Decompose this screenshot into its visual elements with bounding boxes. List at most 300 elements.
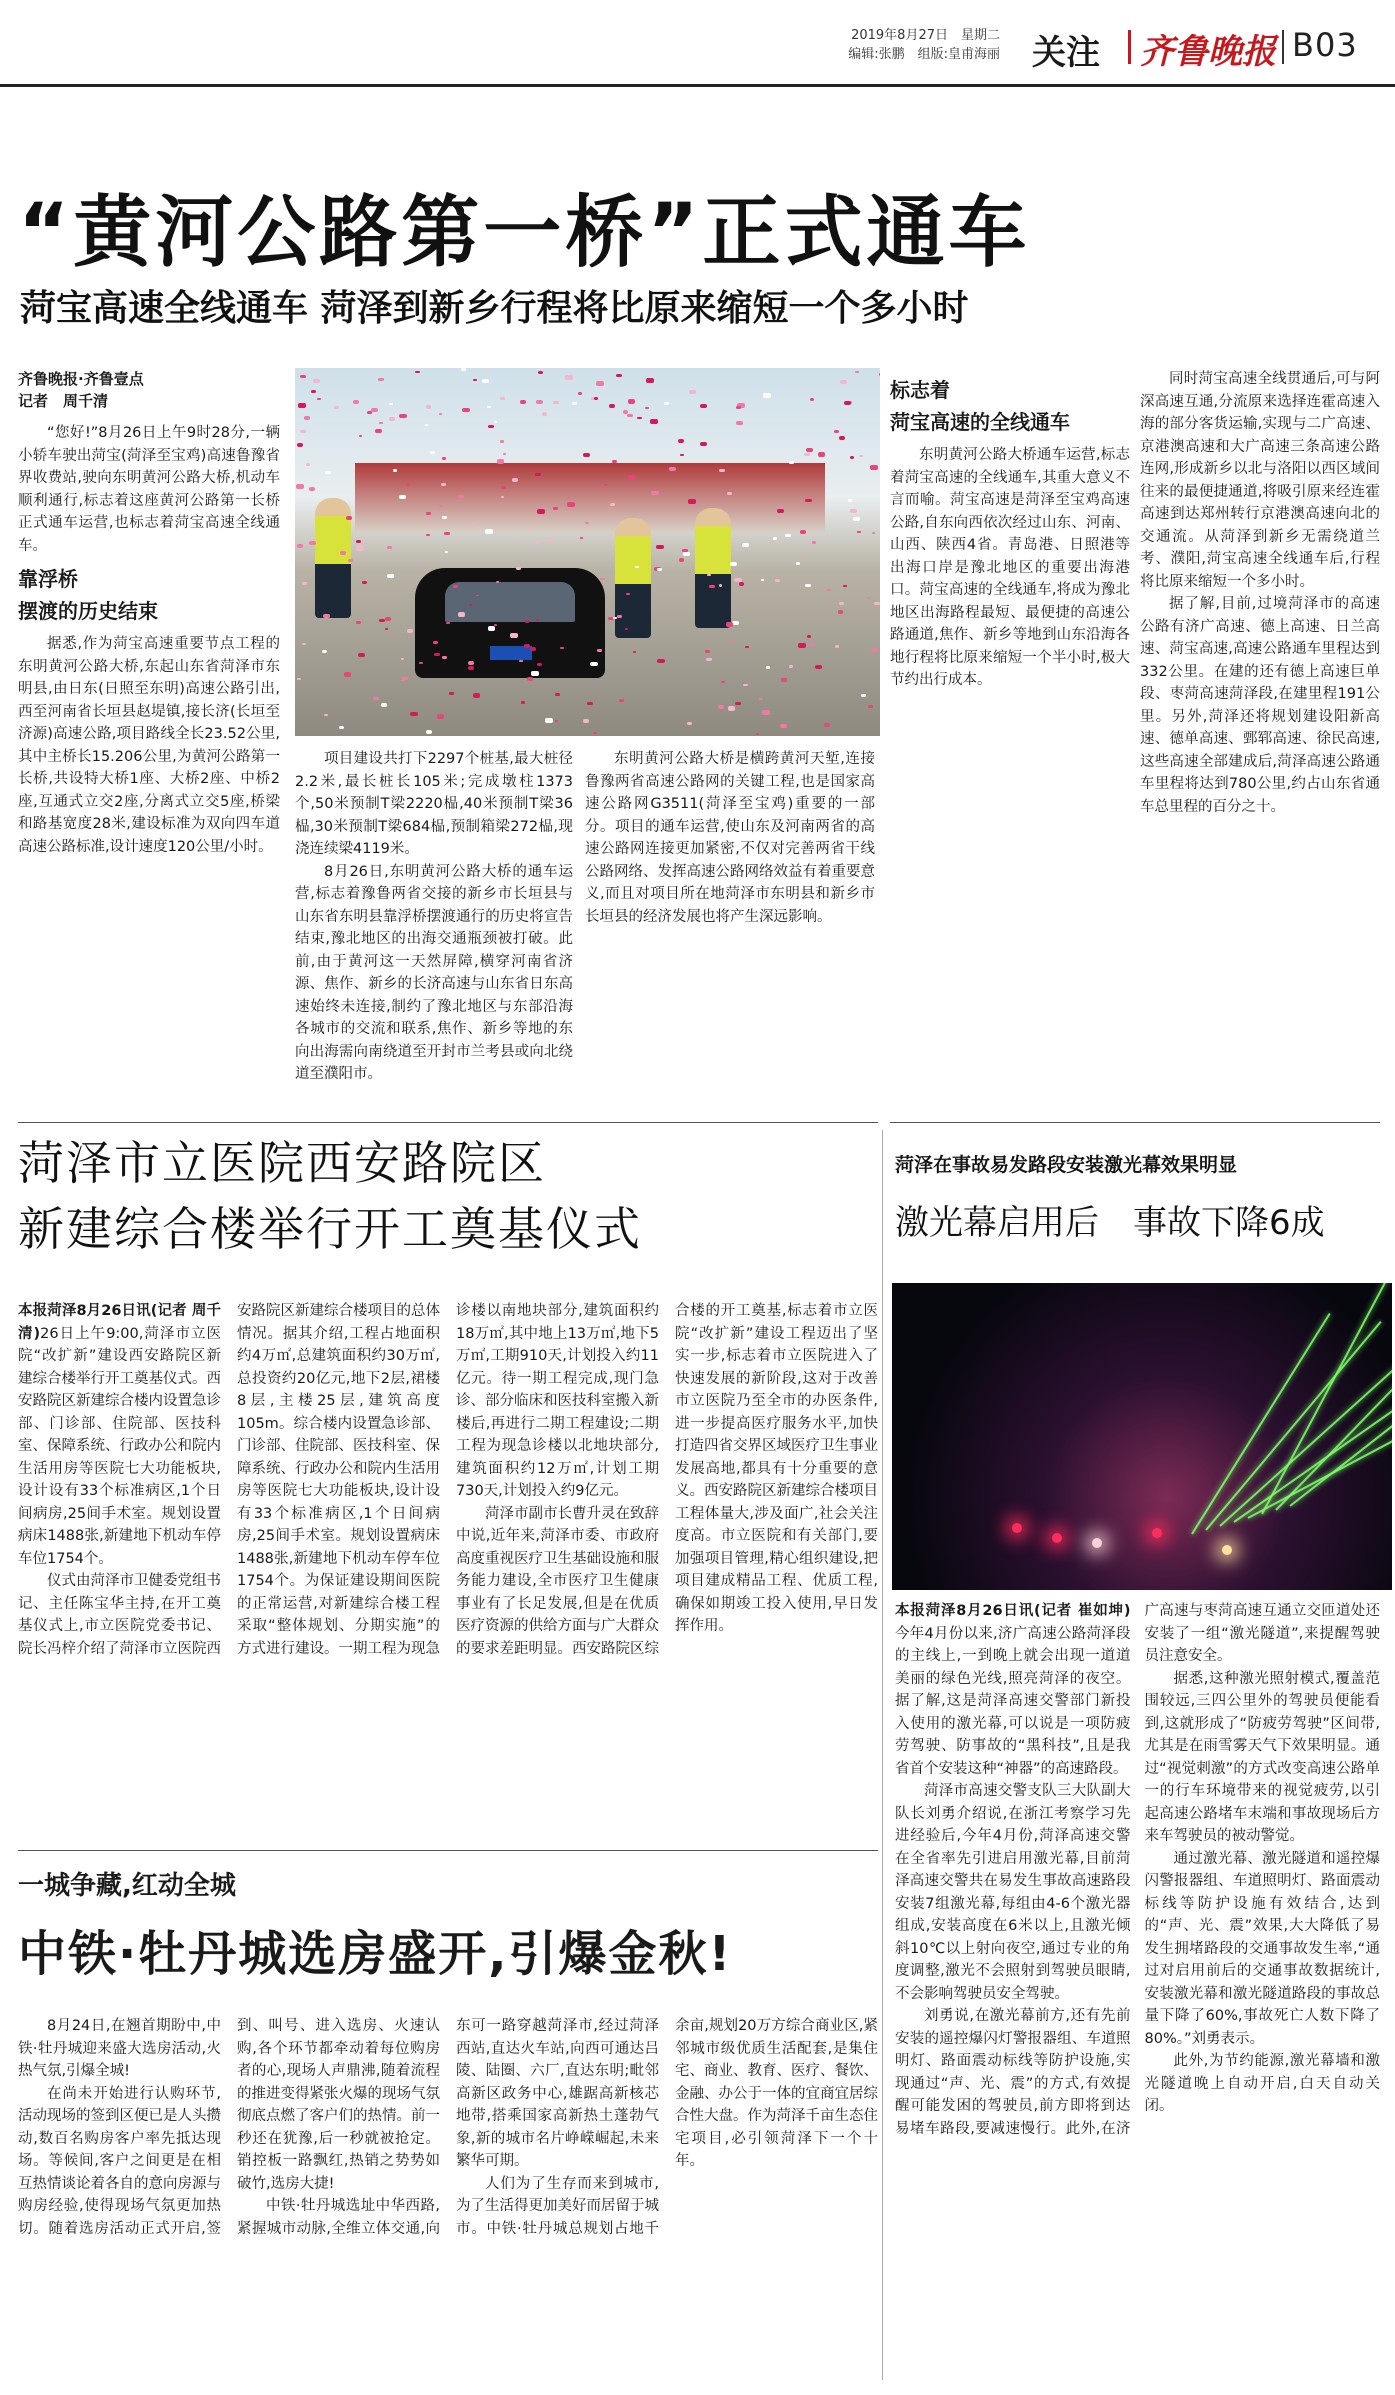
confetti-piece <box>810 398 813 400</box>
confetti-piece <box>745 646 749 648</box>
confetti-piece <box>512 478 518 482</box>
confetti-piece <box>536 619 539 621</box>
confetti-piece <box>356 621 361 624</box>
confetti-piece <box>300 375 306 379</box>
confetti-piece <box>855 371 859 374</box>
confetti-piece <box>297 443 303 447</box>
confetti-piece <box>756 733 759 735</box>
confetti-piece <box>590 662 597 666</box>
confetti-piece <box>657 568 661 571</box>
confetti-piece <box>656 545 664 550</box>
laser-paragraph-4: 据悉,这种激光照射模式,覆盖范围较远,三四公里外的驾驶员便能看到,这就形成了“防疲劳驾驶”区间带,尤其是在雨雪雾天气下效果明显。通过“视觉刺激”的方式改变高速公路单一的行车环境带来的视觉疲劳,以引起高速公路堵车末端和事故现场后方来车驾驶员的被动警觉。 <box>1144 1670 1380 1844</box>
confetti-piece <box>580 537 583 539</box>
confetti-piece <box>834 430 839 433</box>
confetti-piece <box>442 656 447 659</box>
confetti-piece <box>378 378 384 382</box>
confetti-piece <box>838 610 843 613</box>
lead-subhead-1a: 靠浮桥 <box>18 567 78 591</box>
laser-paragraph-5: 通过激光幕、激光隧道和遥控爆闪警报器组、车道照明灯、路面震动标线等防护设施有效结合,达到的“声、光、震”效果,大大降低了易发生拥堵路段的交通事故发生率,“通过对启用前后的交通事故数据统计,安装激光幕和激光隧道路段的事故总量下降了60%,事故死亡人数下降了80%。”刘勇表示。 <box>1144 1850 1380 2047</box>
confetti-piece <box>356 540 361 543</box>
confetti-piece <box>406 483 410 485</box>
lead-paragraph-4: 8月26日,东明黄河公路大桥的通车运营,标志着豫鲁两省交接的新乡市长垣县与山东省东明县靠浮桥摆渡通行的历史将宣告结束,豫北地区的出海交通瓶颈被打破。此前,由于黄河这一天然屏障,横穿河南省济源、焦作、新乡的长济高速与山东省日东高速始终未连接,制约了豫北地区与东部沿海各城市的交流和联系,焦作、新乡等地的东向出海需向南绕道至开封市兰考县或向北绕道至濮阳市。 <box>295 863 573 1082</box>
hospital-dateline: 本报菏泽8月26日讯(记者 周千清) <box>18 1303 221 1342</box>
confetti-piece <box>600 578 604 581</box>
confetti-piece <box>497 459 504 463</box>
confetti-piece <box>401 658 405 660</box>
confetti-piece <box>444 532 450 536</box>
confetti-piece <box>633 651 636 653</box>
confetti-piece <box>437 714 444 718</box>
confetti-piece <box>761 579 765 581</box>
confetti-piece <box>867 597 870 599</box>
confetti-piece <box>545 718 553 723</box>
confetti-piece <box>742 543 748 547</box>
laser-curtain-photo <box>892 1283 1392 1590</box>
confetti-piece <box>537 509 544 513</box>
confetti-piece <box>874 602 880 605</box>
confetti-piece <box>473 693 481 698</box>
confetti-piece <box>520 400 526 404</box>
confetti-piece <box>687 722 692 725</box>
confetti-piece <box>730 562 737 566</box>
section-divider <box>18 1850 878 1851</box>
confetti-piece <box>346 516 352 520</box>
confetti-piece <box>358 653 365 657</box>
confetti-piece <box>501 486 505 489</box>
ad-headline: 中铁·牡丹城选房盛开,引爆金秋! <box>18 1926 733 1982</box>
confetti-piece <box>789 665 793 667</box>
lead-column-4 <box>890 368 1130 1128</box>
confetti-piece <box>439 413 442 415</box>
confetti-piece <box>547 537 553 541</box>
confetti-piece <box>359 435 362 437</box>
ad-kicker: 一城争藏,红动全城 <box>18 1871 236 1901</box>
confetti-piece <box>501 496 504 498</box>
confetti-piece <box>781 678 787 681</box>
confetti-piece <box>535 541 540 544</box>
column-divider <box>882 1130 883 2380</box>
confetti-piece <box>583 719 590 723</box>
confetti-piece <box>503 453 506 455</box>
editor-line: 编辑:张鹏 组版:皇甫海丽 <box>848 47 1000 62</box>
confetti-piece <box>635 566 639 568</box>
confetti-piece <box>810 643 815 646</box>
confetti-piece <box>650 419 657 423</box>
vehicle-light <box>1052 1533 1062 1543</box>
confetti-piece <box>309 541 316 545</box>
confetti-piece <box>669 467 676 471</box>
confetti-piece <box>434 653 440 657</box>
masthead-divider-2 <box>1282 30 1284 64</box>
confetti-piece <box>688 499 695 503</box>
confetti-piece <box>583 453 590 457</box>
confetti-piece <box>441 483 446 486</box>
confetti-piece <box>850 456 854 459</box>
confetti-piece <box>516 567 521 570</box>
confetti-piece <box>340 551 346 555</box>
confetti-piece <box>387 574 393 578</box>
vehicle-light <box>1012 1523 1022 1533</box>
lead-column-5 <box>1140 368 1380 1128</box>
confetti-piece <box>302 582 307 585</box>
confetti-piece <box>442 457 447 460</box>
hospital-headline-line-1: 菏泽市立医院西安路院区 <box>18 1136 546 1190</box>
lead-paragraph-5: 东明黄河公路大桥是横跨黄河天堑,连接鲁豫两省高速公路网的关键工程,也是国家高速公路网G3511(菏泽至宝鸡)重要的一部分。项目的通车运营,使山东及河南两省的高速公路网连接更加紧密,不仅对完善两省干线公路网络、发挥高速公路网络效益有着重要意义,而且对项目所在地菏泽市东明县和新乡市长垣县的经济发展也将产生深远影响。 <box>585 751 875 925</box>
confetti-piece <box>371 408 378 412</box>
confetti-piece <box>844 401 850 405</box>
confetti-piece <box>426 534 430 536</box>
confetti-piece <box>387 546 392 549</box>
worker-figure <box>695 508 731 628</box>
confetti-piece <box>850 509 857 513</box>
confetti-piece <box>625 628 628 630</box>
confetti-piece <box>805 584 810 587</box>
lead-subhead-1b: 摆渡的历史结束 <box>18 599 158 623</box>
confetti-piece <box>762 710 770 715</box>
confetti-piece <box>766 666 770 669</box>
lead-subhead-2a: 标志着 <box>890 378 950 402</box>
confetti-piece <box>375 429 382 433</box>
confetti-piece <box>425 424 428 426</box>
vehicle-light <box>1092 1538 1102 1548</box>
confetti-piece <box>334 406 339 409</box>
confetti-piece <box>510 633 518 638</box>
confetti-piece <box>729 641 732 643</box>
laser-beam <box>1275 1283 1392 1511</box>
confetti-piece <box>612 460 617 463</box>
laser-paragraph-3: 刘勇说,在激光幕前方,还有先前安装的遥控爆闪灯警报器组、车道照明灯、路面震动标线等防护设施,实现通过“声、光、震”的方式,有效提醒可能发困的驾驶员,前方即将到达易堵车路段,要减速慢行。此外,在济广高速与枣菏高速互通立交匝道处还安装了一组“激光隧道”,来提醒驾驶员注意安全。 <box>895 1603 1380 2137</box>
confetti-piece <box>449 692 455 695</box>
confetti-piece <box>709 585 715 589</box>
confetti-piece <box>494 421 497 423</box>
lead-paragraph-1: “您好!”8月26日上午9时28分,一辆小轿车驶出菏宝(菏泽至宝鸡)高速鲁豫省界收费站,驶向东明黄河公路大桥,机动车顺利通行,标志着这座黄河公路第一长桥正式通车运营,也标志着菏宝高速全线通车。 <box>18 425 280 554</box>
confetti-piece <box>798 643 806 648</box>
confetti-piece <box>705 650 710 653</box>
confetti-piece <box>637 417 641 420</box>
confetti-piece <box>536 400 543 404</box>
confetti-piece <box>848 499 852 501</box>
confetti-piece <box>879 373 880 376</box>
lead-column-3-bottom <box>585 748 875 1133</box>
hospital-body <box>18 1300 878 1840</box>
confetti-piece <box>426 512 431 515</box>
confetti-piece <box>604 484 608 486</box>
ad-body <box>18 2015 878 2385</box>
laser-dateline: 本报菏泽8月26日讯(记者 崔如坤) <box>895 1603 1131 1619</box>
confetti-piece <box>861 694 866 697</box>
confetti-piece <box>726 622 733 626</box>
confetti-piece <box>297 544 303 548</box>
worker-figure <box>615 518 651 638</box>
masthead <box>0 20 1395 80</box>
confetti-piece <box>683 552 690 556</box>
confetti-piece <box>362 581 367 584</box>
confetti-piece <box>859 455 863 457</box>
confetti-piece <box>657 659 665 664</box>
confetti-piece <box>796 562 800 564</box>
confetti-piece <box>805 499 812 503</box>
ad-paragraph-1: 8月24日,在翘首期盼中,中铁·牡丹城迎来盛大选房活动,火热气氛,引爆全城! <box>18 2018 221 2079</box>
confetti-piece <box>527 677 533 681</box>
confetti-piece <box>565 375 573 380</box>
confetti-piece <box>824 723 830 726</box>
confetti-piece <box>700 404 707 408</box>
confetti-piece <box>679 558 684 561</box>
laser-headline: 激光幕启用后 事故下降6成 <box>895 1203 1325 1243</box>
laser-beam <box>1233 1351 1392 1522</box>
confetti-piece <box>458 495 464 498</box>
confetti-piece <box>627 414 633 417</box>
ad-paragraph-2: 在尚未开始进行认购环节,活动现场的签到区便已是人头攒动,数百名购房客户率先抵达现场。等候间,客户之间更是在相互热情谈论着各自的意向房源与购房经验,使得现场气氛更加热切。随着选房活动正式开启,签到、叫号、进入选房、火速认购,各个环节都牵动着每位购房者的心,现场人声鼎沸,随着流程的推进变得紧张火爆的现场气氛彻底点燃了客户们的热情。前一秒还在犹豫,后一秒就被抢定。销控板一路飘红,热销之势势如破竹,选房大捷! <box>18 2018 440 2237</box>
confetti-piece <box>835 645 840 648</box>
confetti-piece <box>555 720 559 722</box>
confetti-piece <box>609 404 616 408</box>
confetti-piece <box>426 405 432 408</box>
confetti-piece <box>619 699 624 702</box>
confetti-piece <box>680 454 684 456</box>
confetti-piece <box>524 644 530 648</box>
confetti-piece <box>616 374 621 377</box>
laser-body <box>895 1600 1380 2385</box>
confetti-piece <box>313 379 320 383</box>
vehicle-light <box>1222 1545 1232 1555</box>
confetti-piece <box>538 371 543 374</box>
confetti-piece <box>344 672 352 677</box>
laser-paragraph-1: 今年4月份以来,济广高速公路菏泽段的主线上,一到晚上就会出现一道道美丽的绿色光线,照亮菏泽的夜空。据了解,这是菏泽高速交警部门新投入使用的激光幕,可以说是一项防疲劳驾驶、防事故的“黑科技”,且是我省首个安装这种“神器”的高速路段。 <box>895 1625 1131 1777</box>
confetti-piece <box>812 541 816 544</box>
confetti-piece <box>780 724 787 728</box>
section-divider <box>890 1122 1380 1123</box>
confetti-piece <box>458 612 465 616</box>
confetti-piece <box>596 381 604 386</box>
confetti-piece <box>401 679 405 682</box>
confetti-piece <box>445 551 448 553</box>
confetti-piece <box>743 684 747 687</box>
confetti-piece <box>399 495 406 499</box>
confetti-piece <box>763 393 771 398</box>
lead-paragraph-6: 东明黄河公路大桥通车运营,标志着菏宝高速的全线通车,其重大意义不言而喻。菏宝高速是菏泽至宝鸡高速公路,自东向西依次经过山东、河南、山西、陕西4省。青岛港、日照港等出海口岸是豫北地区的重要出海港口。菏宝高速的全线通车,将成为豫北地区出海路程最短、最便捷的高速公路通道,焦作、新乡等地到山东沿海各地行程将比原来缩短一个半小时,极大节约出行成本。 <box>890 447 1130 688</box>
confetti-piece <box>379 619 385 623</box>
hospital-headline-line-2: 新建综合楼举行开工奠基仪式 <box>18 1202 642 1256</box>
section-name: 关注 <box>1032 33 1100 73</box>
confetti-piece <box>739 582 745 585</box>
confetti-piece <box>775 579 780 582</box>
confetti-piece <box>645 407 649 409</box>
laser-paragraph-2: 菏泽市高速交警支队三大队副大队长刘勇介绍说,在浙江考察学习先进经验后,今年4月份,菏泽高速交警在全省率先引进启用激光幕,目前菏泽高速交警共在易发生事故高速路段安装7组激光幕,每组由4-6个激光器组成,安装高度在6米以上,且激光倾斜10℃以上射向夜空,通过专业的角度调整,激光不会照射到驾驶员眼睛,不会影响驾驶员安全驾驶。 <box>895 1783 1131 2002</box>
confetti-piece <box>594 397 599 400</box>
confetti-piece <box>298 403 306 408</box>
lead-paragraph-2: 据悉,作为菏宝高速重要节点工程的东明黄河公路大桥,东起山东省菏泽市东明县,由日东(日照至东明)高速公路引出,西至河南省长垣县赵堤镇,接长济(长垣至济源)高速公路,项目路线全长23.52公里,其中主桥长15.206公里,为黄河公路第一长桥,共设特大桥1座、大桥2座、中桥2座,互通式立交2座,分离式立交5座,桥梁和路基宽度28米,建设标准为双向四车道高速公路标准,设计速度120公里/小时。 <box>18 636 280 855</box>
confetti-piece <box>311 390 316 393</box>
confetti-piece <box>426 730 432 734</box>
confetti-piece <box>789 461 795 464</box>
confetti-piece <box>379 422 382 424</box>
confetti-piece <box>324 714 328 716</box>
masthead-rule <box>0 84 1395 87</box>
confetti-piece <box>628 475 635 479</box>
confetti-piece <box>872 532 876 534</box>
confetti-piece <box>806 448 812 452</box>
confetti-piece <box>818 452 826 457</box>
confetti-piece <box>719 469 724 472</box>
confetti-piece <box>468 666 474 669</box>
confetti-piece <box>407 629 413 633</box>
confetti-piece <box>840 380 847 384</box>
confetti-piece <box>393 469 397 471</box>
confetti-piece <box>306 463 311 466</box>
confetti-piece <box>689 390 696 394</box>
confetti-piece <box>500 397 505 400</box>
lead-reporter: 记者 周千清 <box>18 392 109 410</box>
confetti-piece <box>593 732 597 734</box>
confetti-piece <box>399 414 407 419</box>
masthead-meta <box>700 26 1000 64</box>
lead-paragraph-7: 同时菏宝高速全线贯通后,可与阿深高速互通,分流原来选择连霍高速入海的部分客货运输,实现与二广高速、京港澳高速和大广高速三条高速公路连网,形成新乡以北与洛阳以西区域间往来的最便捷通道,将吸引原来经连霍高速到达郑州转行京港澳高速向北的交通流。从菏泽到新乡无需绕道兰考、濮阳,菏宝高速全线通车后,行程将比原来缩短一个多小时。 <box>1140 371 1380 590</box>
confetti-piece <box>736 406 740 409</box>
confetti-piece <box>567 502 574 506</box>
confetti-piece <box>572 402 576 405</box>
confetti-piece <box>718 705 724 709</box>
ad-paragraph-3: 中铁·牡丹城选址中华西路,紧握城市动脉,全维立体交通,向东可一路穿越菏泽市,经过菏泽西站,直达火车站,向西可通达吕陵、陆圈、六厂,直达东明;毗邻高新区政务中心,雄踞高新核芯地带,搭乘国家高新热土蓬勃气象,新的城市名片峥嵘崛起,未来繁华可期。 <box>237 2018 659 2237</box>
confetti-piece <box>555 693 561 696</box>
confetti-piece <box>381 703 387 707</box>
confetti-piece <box>339 726 344 729</box>
confetti-piece <box>700 442 707 446</box>
confetti-piece <box>373 697 379 700</box>
confetti-piece <box>300 430 305 433</box>
confetti-piece <box>530 647 536 651</box>
confetti-piece <box>317 398 321 400</box>
confetti-piece <box>500 440 504 442</box>
confetti-piece <box>389 403 392 405</box>
confetti-piece <box>610 503 615 506</box>
hospital-paragraph-3: 菏泽市副市长曹升灵在致辞中说,近年来,菏泽市委、市政府高度重视医疗卫生基础设施和服务能力建设,全市医疗卫生健康事业有了长足发展,但是在优质医疗资源的供给方面与广大群众的要求差距明显。西安路院区综合楼的开工奠基,标志着市立医院“改扩新”建设工程迈出了坚实一步,标志着市立医院进入了快速发展的新阶段,这对于改善市立医院乃至全市的办医条件,进一步提高医疗服务水平,加快打造四省交界区域医疗卫生事业发展高地,都具有十分重要的意义。西安路院区新建综合楼项目工程体量大,涉及面广,社会关注度高。市立医院和有关部门,要加强项目管理,精心组织建设,把项目建成精品工程、优质工程,确保如期竣工投入使用,早日发挥作用。 <box>456 1303 878 1657</box>
confetti-piece <box>511 540 514 542</box>
lead-column-1 <box>18 368 280 1128</box>
lead-subhead-2b: 菏宝高速的全线通车 <box>890 410 1070 434</box>
confetti-piece <box>442 516 447 519</box>
confetti-piece <box>777 509 784 513</box>
confetti-piece <box>628 399 635 403</box>
confetti-piece <box>759 698 763 700</box>
confetti-piece <box>804 453 810 457</box>
confetti-piece <box>871 648 878 652</box>
laser-kicker: 菏泽在事故易发路段安装激光幕效果明显 <box>895 1154 1238 1176</box>
confetti-piece <box>728 706 735 710</box>
confetti-piece <box>488 425 494 428</box>
confetti-piece <box>488 626 496 631</box>
lead-paragraph-8: 据了解,目前,过境菏泽市的高速公路有济广高速、德上高速、日兰高速、菏宝高速,高速公路通车里程达到332公里。在建的还有德上高速巨单段、枣菏高速菏泽段,在建里程191公里。另外,菏泽还将规划建设阳新高速、德单高速、鄄郓高速、徐民高速,这些高速全部建成后,菏泽高速公路通车里程将达到780公里,约占山东省通车总里程的百分之十。 <box>1140 596 1380 815</box>
confetti-piece <box>461 368 466 371</box>
confetti-piece <box>462 408 470 413</box>
confetti-piece <box>356 546 364 551</box>
toll-gate-shape <box>355 463 825 533</box>
confetti-piece <box>664 402 669 405</box>
confetti-piece <box>385 628 388 630</box>
confetti-piece <box>843 585 847 587</box>
confetti-piece <box>542 412 548 415</box>
confetti-piece <box>706 658 711 661</box>
confetti-piece <box>870 465 878 470</box>
confetti-piece <box>721 681 725 683</box>
confetti-piece <box>485 529 493 534</box>
hospital-paragraph-2: 仪式由菏泽市卫健委党组书记、主任陈宝华主持,在开工奠基仪式上,市立医院党委书记、院长冯梓介绍了菏泽市立医院西安路院区新建综合楼项目的总体情况。据其介绍,工程占地面积约4万㎡,总建筑面积约30万㎡,总投资约20亿元,地下2层,裙楼8层,主楼25层,建筑高度105m。综合楼内设置急诊部、门诊部、住院部、医技科室、保障系统、行政办公和院内生活用房等医院七大功能板块,设计设有33个标准病区,1个日间病房,25间手术室。规划设置病床1488张,新建地下机动车停车位1754个。为保证建设期间医院的正常运营,对新建综合楼工程采取“整体规划、分期实施”的方式进行建设。一期工程为现急诊楼以南地块部分,建筑面积约18万㎡,其中地上13万㎡,地下5万㎡,工期910天,计划投入约11亿元。待一期工程完成,现门急诊、部分临床和医技科室搬入新楼后,再进行二期工程建设;二期工程为现急诊楼以北地块部分,建筑面积约12万㎡,计划工期730天,计划投入约9亿元。 <box>18 1303 659 1657</box>
confetti-piece <box>389 417 396 421</box>
page-number: B03 <box>1292 26 1358 64</box>
section-divider <box>18 1122 878 1123</box>
confetti-piece <box>826 589 831 592</box>
confetti-piece <box>807 635 812 638</box>
lead-paragraph-3: 项目建设共打下2297个桩基,最大桩径2.2米,最长桩长105米;完成墩柱1373个,50米预制T梁2220榀,40米预制T梁36榀,30米预制T梁684榀,预制箱梁272榀,现浇连续梁4119米。 <box>295 751 573 857</box>
confetti-piece <box>587 702 593 706</box>
confetti-piece <box>678 439 684 443</box>
confetti-piece <box>735 702 741 706</box>
confetti-piece <box>800 530 805 533</box>
car-plate <box>490 646 532 660</box>
lead-column-2 <box>295 748 573 1133</box>
confetti-piece <box>719 584 723 586</box>
confetti-piece <box>297 678 301 680</box>
confetti-piece <box>560 647 564 649</box>
confetti-piece <box>553 401 559 405</box>
confetti-piece <box>415 371 419 374</box>
lead-source: 齐鲁晚报·齐鲁壹点 <box>18 370 144 388</box>
paper-logo: 齐鲁晚报 <box>1140 32 1276 72</box>
lead-subheadline: 菏宝高速全线通车 菏泽到新乡行程将比原来缩短一个多小时 <box>20 288 969 329</box>
confetti-piece <box>857 531 861 534</box>
confetti-piece <box>302 643 306 645</box>
confetti-piece <box>353 400 359 404</box>
lead-headline: “黄河公路第一桥”正式通车 <box>18 188 1031 278</box>
confetti-piece <box>815 665 822 669</box>
car-shape <box>415 568 605 678</box>
confetti-piece <box>473 379 477 381</box>
confetti-piece <box>304 416 311 420</box>
date-line: 2019年8月27日 星期二 <box>851 28 1000 43</box>
bridge-opening-photo <box>295 368 880 736</box>
laser-paragraph-6: 此外,为节约能源,激光幕墙和激光隧道晚上自动开启,白天自动关闭。 <box>1144 2053 1380 2114</box>
confetti-piece <box>732 621 739 625</box>
confetti-piece <box>325 471 330 474</box>
confetti-piece <box>322 650 326 653</box>
confetti-piece <box>521 701 526 704</box>
confetti-piece <box>433 641 437 644</box>
confetti-piece <box>531 671 539 676</box>
confetti-piece <box>348 559 353 562</box>
confetti-piece <box>736 421 744 426</box>
confetti-piece <box>853 517 860 521</box>
confetti-piece <box>487 406 491 408</box>
confetti-piece <box>785 534 790 537</box>
ad-paragraph-4: 人们为了生存而来到城市,为了生活得更加美好而居留于城市。中铁·牡丹城总规划占地千余亩,规划20万方综合商业区,紧邻城市级优质生活配套,是集住宅、商业、教育、医疗、餐饮、金融、办公于一体的宜商宜居综合性大盘。作为菏泽千亩生态住宅项目,必引领菏泽下一个十年。 <box>456 2018 878 2237</box>
confetti-piece <box>410 712 418 717</box>
confetti-piece <box>578 392 582 395</box>
confetti-piece <box>535 473 541 477</box>
confetti-piece <box>309 487 315 490</box>
confetti-piece <box>868 705 873 708</box>
confetti-piece <box>385 617 391 621</box>
confetti-piece <box>296 484 304 489</box>
masthead-divider <box>1128 30 1131 64</box>
confetti-piece <box>773 537 778 540</box>
confetti-piece <box>430 451 435 454</box>
hospital-paragraph-1: 26日上午9:00,菏泽市立医院“改扩新”建设西安路院区新建综合楼举行开工奠基仪式。西安路院区新建综合楼内设置急诊部、门诊部、住院部、医技科室、保障系统、行政办公和院内生活用房等医院七大功能板块,设计设有33个标准病区,1个日间病房,25间手术室。规划设置病床1488张,新建地下机动车停车位1754个。 <box>18 1325 221 1567</box>
confetti-piece <box>839 602 843 605</box>
confetti-piece <box>323 614 330 618</box>
confetti-piece <box>839 436 845 440</box>
confetti-piece <box>646 378 653 382</box>
confetti-piece <box>482 379 489 383</box>
